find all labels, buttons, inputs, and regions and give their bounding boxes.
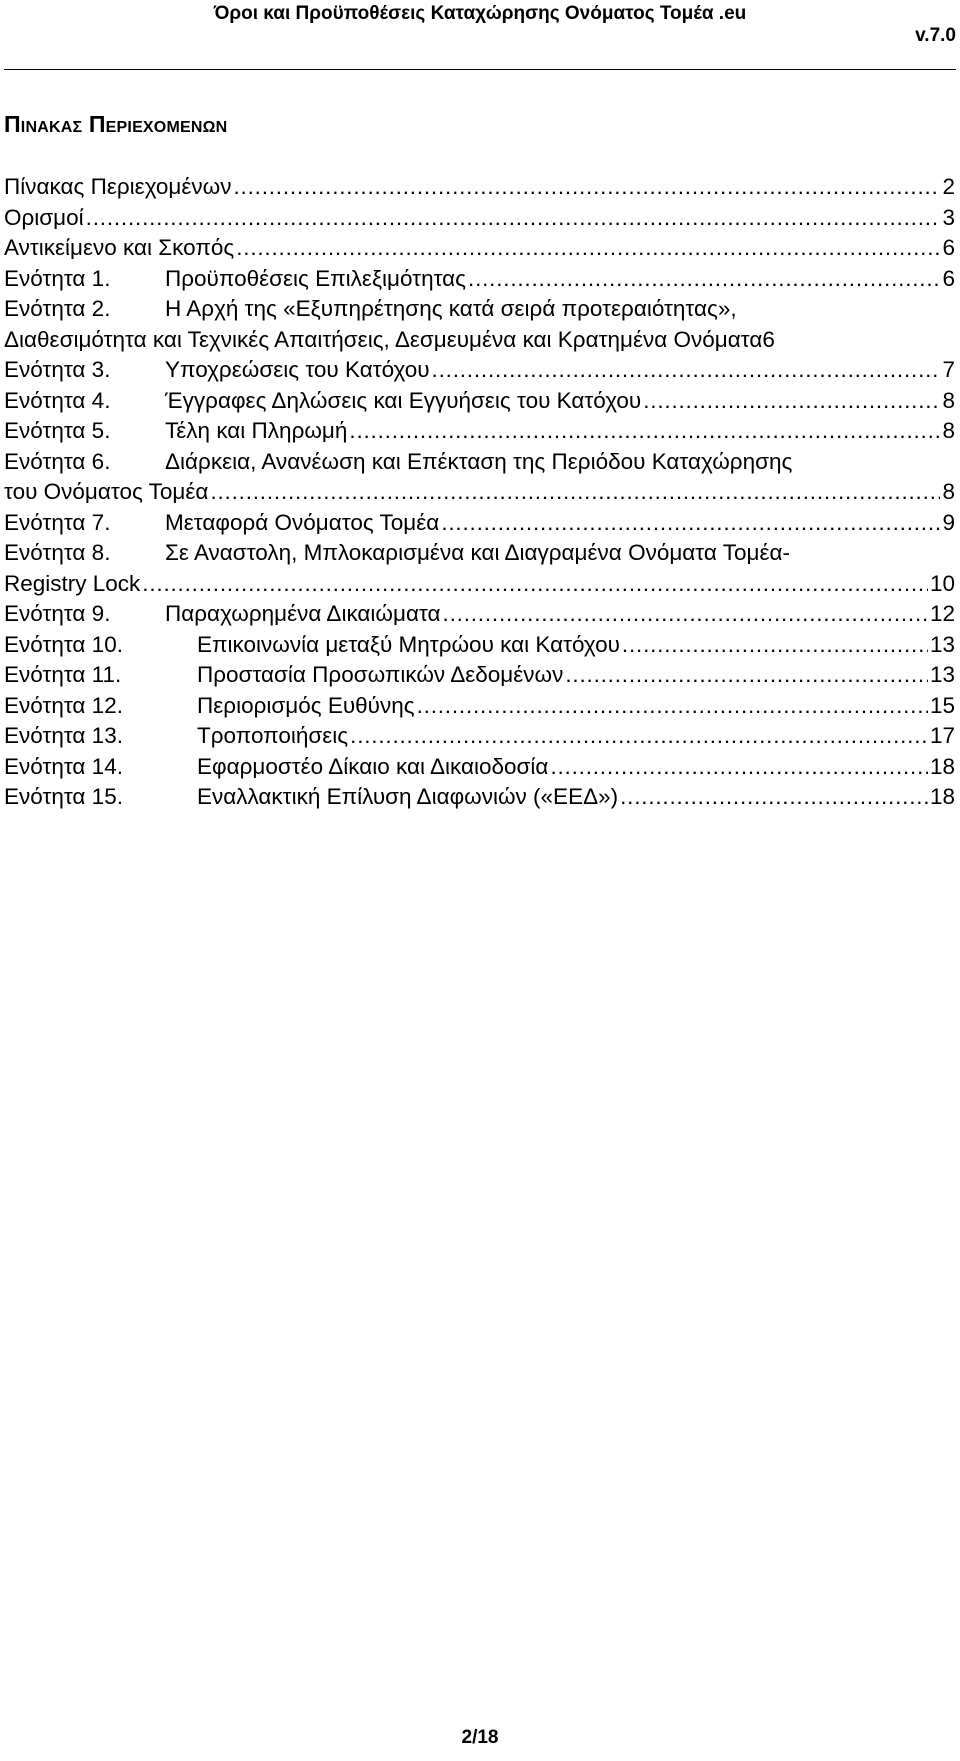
toc-entry-title: Ορισμοί — [4, 204, 84, 230]
toc-entry-title: Έγγραφες Δηλώσεις και Εγγυήσεις του Κατόχου — [165, 387, 642, 413]
toc-entry-page: 8 — [942, 387, 955, 413]
toc-entry-page: 12 — [929, 601, 955, 626]
toc-leader — [233, 172, 940, 203]
toc-entry-title: Παραχωρημένα Δικαιώματα — [165, 601, 441, 626]
toc-entry-title: Η Αρχή της «Εξυπηρέτησης κατά σειρά προτεραιότητας», — [165, 296, 737, 321]
toc-entry-title: Τέλη και Πληρωμή — [165, 418, 348, 443]
toc-entry-title: Προστασία Προσωπικών Δεδομένων — [197, 662, 564, 687]
toc-entry-number: Ενότητα 12. — [4, 692, 123, 718]
toc-entry-page: 17 — [929, 723, 955, 748]
toc-entry-number: Ενότητα 1. — [4, 265, 111, 291]
toc-leader — [643, 386, 940, 417]
toc-entry-title-continued: του Ονόματος Τομέα — [4, 479, 209, 504]
toc-entry-contents[interactable] — [4, 172, 955, 203]
toc-entry-page: 8 — [942, 418, 955, 443]
toc-leader — [86, 203, 941, 234]
toc-entry-number: Ενότητα 5. — [4, 418, 111, 443]
toc-entry-page: 6 — [762, 326, 775, 352]
toc-entry-page: 6 — [942, 235, 955, 260]
toc-leader — [443, 599, 928, 630]
toc-entry-title: Σε Αναστολη, Μπλοκαρισμένα και Διαγραμένα Ονόματα Τομέα- — [165, 540, 791, 565]
toc-leader — [622, 630, 928, 661]
toc-entry-page: 10 — [929, 570, 955, 596]
toc-leader — [142, 569, 928, 600]
toc-entry-page: 18 — [929, 753, 955, 779]
toc-entry-title: Αντικείμενο και Σκοπός — [4, 235, 235, 260]
toc-entry-section-12[interactable] — [4, 691, 955, 722]
toc-entry-number: Ενότητα 7. — [4, 509, 111, 535]
toc-entry-number: Ενότητα 6. — [4, 448, 111, 474]
toc-entry-number: Ενότητα 4. — [4, 387, 111, 413]
toc-entry-title: Προϋποθέσεις Επιλεξιμότητας — [165, 265, 467, 291]
toc-leader — [350, 721, 928, 752]
toc-leader — [550, 752, 928, 783]
toc-entry-page: 13 — [929, 662, 955, 687]
toc-entry-section-7[interactable] — [4, 508, 955, 539]
toc-entry-page: 18 — [929, 784, 955, 809]
toc-entry-section-1[interactable] — [4, 264, 955, 295]
document-header-title: Όροι και Προϋποθέσεις Καταχώρησης Ονόματος Τομέα .eu — [213, 3, 747, 24]
toc-entry-page: 8 — [942, 479, 955, 504]
toc-entry-number: Ενότητα 14. — [4, 753, 123, 779]
toc-entry-number: Ενότητα 3. — [4, 357, 111, 382]
toc-entry-section-2[interactable] — [4, 294, 955, 325]
toc-entry-number: Ενότητα 8. — [4, 540, 111, 565]
toc-entry-scope[interactable] — [4, 233, 955, 264]
toc-entry-section-8-cont[interactable] — [4, 569, 955, 600]
toc-entry-title: Διάρκεια, Ανανέωση και Επέκταση της Περιόδου Καταχώρησης — [165, 448, 793, 474]
toc-leader — [468, 264, 940, 295]
toc-entry-page: 13 — [929, 631, 955, 657]
toc-entry-section-5[interactable] — [4, 416, 955, 447]
toc-entry-title: Τροποποιήσεις — [197, 723, 349, 748]
toc-entry-title: Επικοινωνία μεταξύ Μητρώου και Κατόχου — [197, 631, 620, 657]
toc-entry-section-10[interactable] — [4, 630, 955, 661]
toc-entry-page: 6 — [942, 265, 955, 291]
toc-entry-title: Εφαρμοστέο Δίκαιο και Δικαιοδοσία — [197, 753, 549, 779]
toc-entry-definitions[interactable] — [4, 203, 955, 234]
toc-heading: Πινακας Περιεχομενων — [4, 111, 228, 137]
toc-entry-title-continued: Διαθεσιμότητα και Τεχνικές Απαιτήσεις, Δεσμευμένα και Κρατημένα Ονόματα — [4, 326, 763, 352]
toc-entry-section-4[interactable] — [4, 386, 955, 417]
toc-entry-number: Ενότητα 15. — [4, 784, 123, 809]
toc-entry-title: Πίνακας Περιεχομένων — [4, 174, 232, 199]
toc-entry-number: Ενότητα 13. — [4, 723, 123, 748]
toc-entry-page: 3 — [942, 204, 955, 230]
toc-leader — [236, 233, 940, 264]
toc-entry-title: Περιορισμός Ευθύνης — [197, 692, 415, 718]
toc-leader — [620, 782, 928, 813]
toc-leader — [441, 508, 940, 539]
toc-leader — [349, 416, 940, 447]
toc-entry-number: Ενότητα 9. — [4, 601, 111, 626]
toc-entry-page: 9 — [942, 509, 955, 535]
toc-entry-section-6-cont[interactable] — [4, 477, 955, 508]
toc-entry-number: Ενότητα 2. — [4, 296, 111, 321]
toc-entry-section-14[interactable] — [4, 752, 955, 783]
toc-entry-title: Μεταφορά Ονόματος Τομέα — [165, 509, 440, 535]
toc-leader — [432, 355, 941, 386]
toc-entry-page: 7 — [942, 357, 955, 382]
toc-entry-section-13[interactable] — [4, 721, 955, 752]
toc-entry-section-9[interactable] — [4, 599, 955, 630]
toc-entry-section-2-cont[interactable] — [4, 325, 955, 356]
toc-entry-section-15[interactable] — [4, 782, 955, 813]
toc-entry-page: 15 — [929, 692, 955, 718]
document-version: v.7.0 — [915, 25, 956, 46]
toc-leader — [210, 477, 940, 508]
toc-entry-number: Ενότητα 11. — [4, 662, 122, 687]
toc-entry-title: Υποχρεώσεις του Κατόχου — [165, 357, 430, 382]
toc-entry-section-6[interactable] — [4, 447, 955, 478]
page-indicator: 2/18 — [461, 1727, 499, 1748]
toc-entry-section-11[interactable] — [4, 660, 955, 691]
toc-leader — [565, 660, 928, 691]
toc-entry-page: 2 — [942, 174, 955, 199]
toc-entry-title: Εναλλακτική Επίλυση Διαφωνιών («ΕΕΔ») — [197, 784, 619, 809]
header-divider — [4, 69, 956, 70]
toc-entry-section-8[interactable] — [4, 538, 955, 569]
toc-entry-title-continued: Registry Lock — [4, 570, 141, 596]
toc-entry-number: Ενότητα 10. — [4, 631, 123, 657]
toc-entry-section-3[interactable] — [4, 355, 955, 386]
table-of-contents — [4, 172, 955, 813]
toc-leader — [417, 691, 928, 722]
